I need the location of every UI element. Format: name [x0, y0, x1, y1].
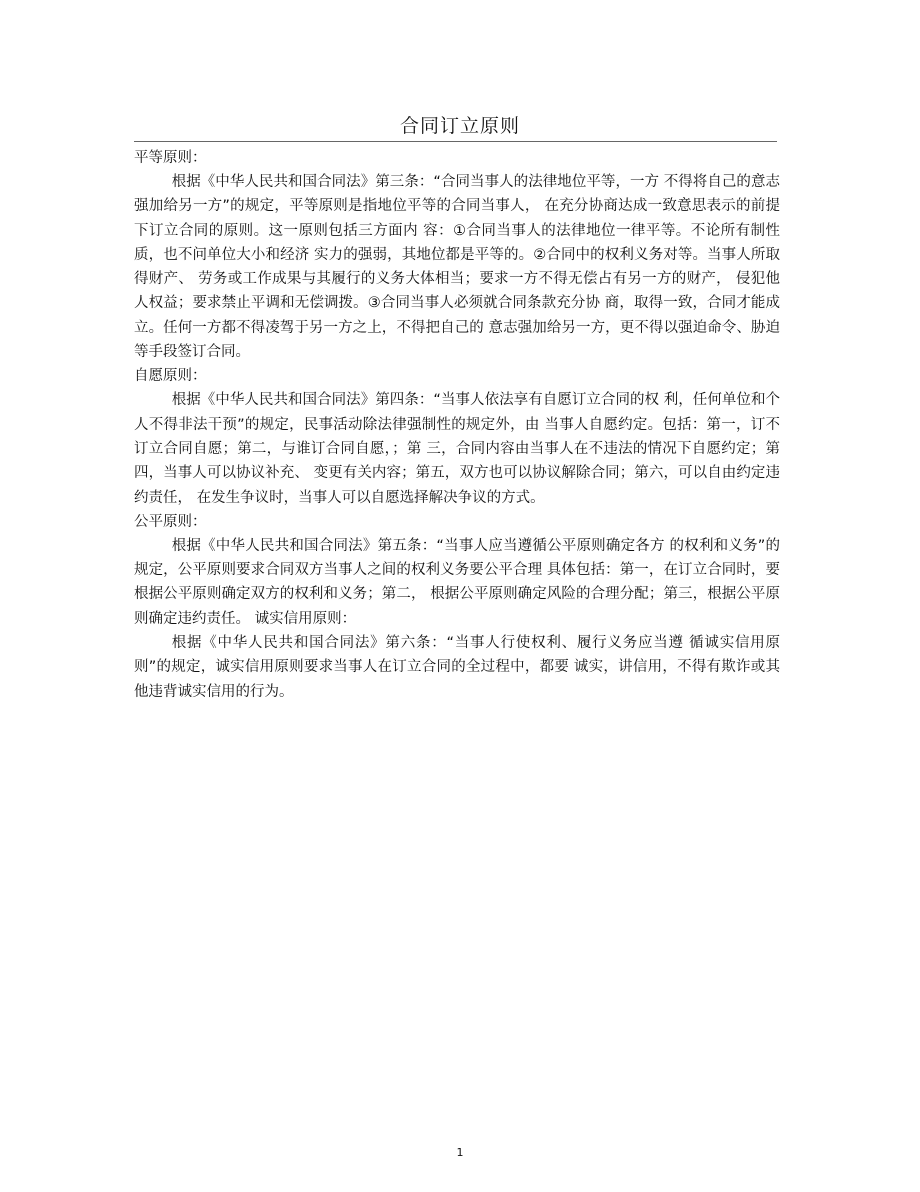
- document-body: [134, 146, 780, 704]
- section-paragraph-fairness: 根据《中华人民共和国合同法》第五条：“当事人应当遵循公平原则确定各方 的权利和义务”的规定，公平原则要求合同双方当事人之间的权利义务要公平合理 具体包括：第一，在订立合同时，要根据公平原则确定双方的权利和义务；第二， 根据公平原则确定风险的合理分配；第三，根据公平原则确定违约责任。 诚实信用原则：: [134, 537, 780, 627]
- section-heading-equality: 平等原则：: [134, 150, 207, 166]
- section-heading-voluntariness: 自愿原则：: [134, 368, 207, 385]
- section-paragraph-voluntariness: 根据《中华人民共和国合同法》第四条：“当事人依法享有自愿订立合同的权 利，任何单位和个人不得非法干预”的规定，民事活动除法律强制性的规定外，由 当事人自愿约定。包括：第一，订不订立合同自愿；第二，与谁订合同自愿，；第 三，合同内容由当事人在不违法的情况下自愿约定；第四，当事人可以协议补充、 变更有关内容；第五，双方也可以协议解除合同；第六，可以自由约定违约责任， 在发生争议时，当事人可以自愿选择解决争议的方式。: [134, 392, 780, 506]
- section-paragraph-good-faith: 根据《中华人民共和国合同法》第六条：“当事人行使权利、履行义务应当遵 循诚实信用原则”的规定，诚实信用原则要求当事人在订立合同的全过程中，都要 诚实，讲信用，不得有欺诈或其他违背诚实信用的行为。: [134, 635, 780, 700]
- section-heading-fairness: 公平原则：: [134, 513, 207, 530]
- page-number: 1: [456, 1146, 464, 1159]
- section-paragraph-equality: 根据《中华人民共和国合同法》第三条：“合同当事人的法律地位平等，一方 不得将自己的意志强加给另一方”的规定，平等原则是指地位平等的合同当事人， 在充分协商达成一致意思表示的前提下订立合同的原则。这一原则包括三方面内 容：①合同当事人的法律地位一律平等。不论所有制性质，也不问单位大小和经济 实力的强弱，其地位都是平等的。②合同中的权利义务对等。当事人所取得财产、 劳务或工作成果与其履行的义务大体相当；要求一方不得无偿占有另一方的财产， 侵犯他人权益；要求禁止平调和无偿调拨。③合同当事人必须就合同条款充分协 商，取得一致，合同才能成立。任何一方都不得凌驾于另一方之上，不得把自己的 意志强加给另一方，更不得以强迫命令、胁迫等手段签订合同。: [134, 174, 780, 361]
- title-underline: [134, 141, 777, 142]
- document-title: 合同订立原则: [399, 115, 520, 137]
